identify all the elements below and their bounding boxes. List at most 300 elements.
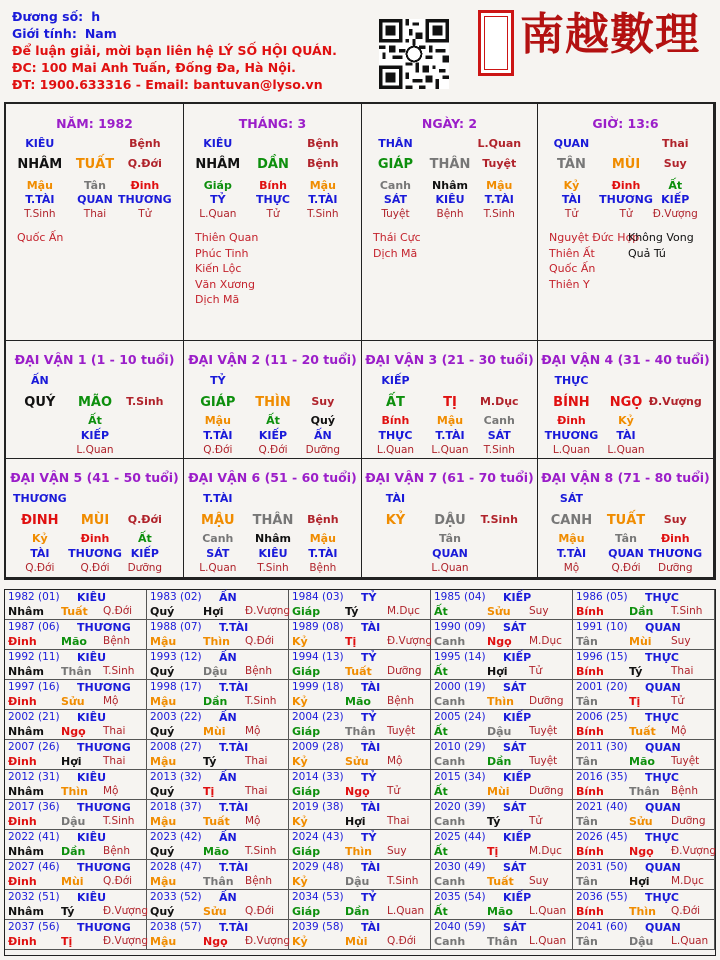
year-ten-god: THỰC <box>645 711 679 724</box>
year-ten-god: KIÊU <box>77 831 107 844</box>
year-ten-god: KIÊU <box>77 591 107 604</box>
year-stem: Kỷ <box>292 935 308 948</box>
year-stage: Q.Đới <box>245 635 275 647</box>
year-label: 1990 (09) <box>434 621 486 633</box>
year-branch: Mão <box>61 635 87 648</box>
year-cell <box>147 920 289 950</box>
year-ten-god: KIẾP <box>503 591 532 604</box>
dai-van-branch: MÙI <box>80 513 110 528</box>
year-cell <box>5 800 147 830</box>
year-cell <box>5 650 147 680</box>
year-label: 2000 (19) <box>434 681 486 693</box>
year-stem: Ất <box>434 905 448 918</box>
year-stage: M.Dục <box>671 875 704 887</box>
year-ten-god: SÁT <box>503 801 527 814</box>
year-stem: Nhâm <box>8 605 44 618</box>
dai-van-stem: ẤT <box>385 395 405 410</box>
pillar-cell <box>184 104 362 341</box>
year-cell <box>289 680 431 710</box>
seal-stamp <box>478 10 514 76</box>
year-stem: Canh <box>434 695 466 708</box>
year-stage: T.Sinh <box>387 875 419 887</box>
hidden-stem: Mậu <box>486 179 513 192</box>
contact-invite: Để luận giải, mời bạn liên hệ LÝ SỐ HỘI QUÁN. <box>12 43 337 58</box>
special-star: Thiên Y <box>549 277 590 291</box>
year-stage: Thai <box>245 785 268 797</box>
year-cell <box>289 800 431 830</box>
year-cell <box>147 680 289 710</box>
dai-van-hidden-stem: Mậu <box>309 532 336 545</box>
pillar-title: THÁNG: 3 <box>238 116 307 131</box>
dai-van-branch: TUẤT <box>606 513 646 528</box>
dai-van-ten-god: THƯƠNG <box>12 492 67 505</box>
year-stem: Quý <box>150 725 175 738</box>
year-stage: Bệnh <box>245 665 272 677</box>
hidden-stem: Đinh <box>611 179 641 192</box>
year-branch: Mão <box>487 905 513 918</box>
year-cell <box>573 890 715 920</box>
dai-van-ten-god: THỰC <box>554 374 589 387</box>
year-stage: Q.Đới <box>245 905 275 917</box>
year-ten-god: TÀI <box>361 681 381 694</box>
pillar-ten-god: KIÊU <box>203 137 233 150</box>
year-stage: Q.Đới <box>103 875 133 887</box>
year-cell <box>573 920 715 950</box>
year-branch: Tị <box>61 935 73 948</box>
year-label: 2004 (23) <box>292 711 344 723</box>
hidden-ten-god: KIẾP <box>661 193 690 206</box>
dai-van-stem: CANH <box>550 513 593 528</box>
year-stem: Mậu <box>150 755 177 768</box>
year-branch: Thân <box>61 665 92 678</box>
year-label: 2041 (60) <box>576 921 628 933</box>
heavenly-stem: NHÂM <box>195 157 241 172</box>
pillar-ten-god: KIÊU <box>25 137 55 150</box>
dai-van-stem: GIÁP <box>200 395 236 410</box>
year-branch: Tị <box>629 695 641 708</box>
dai-van-ten-god: KIẾP <box>381 374 410 387</box>
year-stem: Tân <box>576 635 598 648</box>
year-ten-god: THƯƠNG <box>77 921 131 934</box>
year-ten-god: THỰC <box>645 651 679 664</box>
year-stage: Mộ <box>245 725 261 737</box>
dai-van-life-stage: L.Quan <box>199 562 237 574</box>
year-ten-god: ẤN <box>219 771 237 784</box>
year-label: 2039 (58) <box>292 921 344 933</box>
dai-van-stem: MẬU <box>201 513 235 528</box>
year-cell <box>289 890 431 920</box>
year-cell <box>289 650 431 680</box>
year-branch: Mùi <box>61 875 84 888</box>
year-stem: Mậu <box>150 935 177 948</box>
pillar-cell <box>538 104 714 341</box>
year-cell <box>147 650 289 680</box>
year-stage: Tuyệt <box>671 755 700 767</box>
year-label: 2028 (47) <box>150 861 202 873</box>
dai-van-title: ĐẠI VẬN 7 (61 - 70 tuổi) <box>365 470 534 485</box>
year-stem: Nhâm <box>8 785 44 798</box>
hidden-ten-god: T.TÀI <box>484 193 514 206</box>
dai-van-cell <box>6 341 184 459</box>
hidden-ten-god: KIÊU <box>435 193 465 206</box>
dai-van-hidden-stem: Mậu <box>558 532 585 545</box>
year-stem: Đinh <box>8 875 37 888</box>
earthly-branch: TUẤT <box>75 157 115 172</box>
year-label: 2009 (28) <box>292 741 344 753</box>
year-branch: Thìn <box>487 695 514 708</box>
year-ten-god: TỶ <box>361 831 377 844</box>
year-ten-god: KIẾP <box>503 651 532 664</box>
year-cell <box>431 620 573 650</box>
year-stage: L.Quan <box>529 905 567 917</box>
year-branch: Tý <box>487 815 501 828</box>
year-stage: L.Quan <box>529 935 567 947</box>
year-label: 2022 (41) <box>8 831 60 843</box>
pillar-title: NĂM: 1982 <box>56 116 133 131</box>
year-stem: Bính <box>576 605 604 618</box>
year-cell <box>431 890 573 920</box>
year-stage: Đ.Vượng <box>245 605 291 617</box>
year-cell <box>147 860 289 890</box>
year-stage: Tuyệt <box>529 725 558 737</box>
year-stage: Bệnh <box>671 785 698 797</box>
year-ten-god: QUAN <box>645 801 681 814</box>
year-cell <box>431 650 573 680</box>
year-label: 2027 (46) <box>8 861 60 873</box>
year-branch: Tuất <box>203 815 230 828</box>
special-star: Phúc Tinh <box>195 246 249 260</box>
year-cell <box>5 710 147 740</box>
year-stage: Suy <box>387 845 407 857</box>
dai-van-hidden-stem: Ất <box>88 414 102 427</box>
year-branch: Thìn <box>203 635 230 648</box>
year-stage: Dưỡng <box>671 815 706 827</box>
hidden-stem: Giáp <box>203 179 232 192</box>
year-label: 2013 (32) <box>150 771 202 783</box>
pillar-title: GIỜ: 13:6 <box>592 116 659 131</box>
year-ten-god: TÀI <box>361 861 381 874</box>
gender-value: Nam <box>84 26 117 41</box>
earthly-branch: DẦN <box>257 157 289 172</box>
dai-van-hidden-god: T.TÀI <box>435 429 465 442</box>
year-label: 1993 (12) <box>150 651 202 663</box>
year-branch: Mùi <box>345 935 368 948</box>
year-stem: Giáp <box>292 665 321 678</box>
year-cell <box>431 740 573 770</box>
year-label: 2040 (59) <box>434 921 486 933</box>
dai-van-stage: Q.Đới <box>127 513 162 526</box>
year-label: 2026 (45) <box>576 831 628 843</box>
year-label: 1994 (13) <box>292 651 344 663</box>
year-branch: Tuất <box>487 875 514 888</box>
year-cell <box>147 770 289 800</box>
dai-van-cell <box>6 459 184 578</box>
year-stem: Bính <box>576 665 604 678</box>
dai-van-branch: THÂN <box>252 513 294 528</box>
year-cell <box>573 650 715 680</box>
year-label: 1999 (18) <box>292 681 344 693</box>
year-ten-god: THƯƠNG <box>77 801 131 814</box>
dai-van-hidden-god: KIẾP <box>258 429 288 442</box>
year-stage: Tuyệt <box>387 725 416 737</box>
dai-van-stem: ĐINH <box>21 513 59 528</box>
year-cell <box>289 710 431 740</box>
year-stem: Bính <box>576 905 604 918</box>
year-stage: Đ.Vượng <box>671 845 717 857</box>
special-stars-list <box>195 230 258 308</box>
year-stem: Ất <box>434 785 448 798</box>
year-label: 1988 (07) <box>150 621 202 633</box>
year-stage: Thai <box>245 755 268 767</box>
year-stage: Đ.Vượng <box>103 935 149 947</box>
year-stage: T.Sinh <box>245 845 277 857</box>
dai-van-ten-god: TÀI <box>385 492 406 505</box>
year-branch: Ngọ <box>61 725 86 738</box>
year-stem: Bính <box>576 845 604 858</box>
year-stem: Ất <box>434 605 448 618</box>
year-branch: Hợi <box>487 665 508 678</box>
dai-van-cell <box>538 341 714 459</box>
year-label: 1986 (05) <box>576 591 628 603</box>
year-stem: Kỷ <box>292 755 308 768</box>
year-ten-god: KIÊU <box>77 711 107 724</box>
year-ten-god: ẤN <box>219 651 237 664</box>
year-ten-god: THƯƠNG <box>77 681 131 694</box>
year-stem: Canh <box>434 815 466 828</box>
address-line: ĐC: 100 Mai Anh Tuấn, Đống Đa, Hà Nội. <box>12 60 296 75</box>
year-label: 1995 (14) <box>434 651 486 663</box>
pillar-luu: Bệnh <box>307 157 339 170</box>
special-star: Dịch Mã <box>195 293 240 306</box>
hidden-ten-god: TÀI <box>561 193 582 206</box>
year-stem: Kỷ <box>292 815 308 828</box>
earthly-branch: THÂN <box>429 157 471 172</box>
hidden-stem: Canh <box>379 179 412 192</box>
year-cell <box>573 620 715 650</box>
year-ten-god: ẤN <box>219 831 237 844</box>
year-stem: Mậu <box>150 635 177 648</box>
year-label: 2020 (39) <box>434 801 486 813</box>
year-label: 1996 (15) <box>576 651 628 663</box>
year-stem: Ất <box>434 665 448 678</box>
dai-van-life-stage: Dưỡng <box>127 562 163 574</box>
dai-van-hidden-god: KIẾP <box>130 547 159 560</box>
year-label: 2006 (25) <box>576 711 628 723</box>
dai-van-hidden-god: QUAN <box>608 547 644 560</box>
year-ten-god: QUAN <box>645 741 681 754</box>
year-cell <box>431 770 573 800</box>
year-stem: Nhâm <box>8 845 44 858</box>
year-ten-god: ẤN <box>219 711 237 724</box>
year-ten-god: QUAN <box>645 621 681 634</box>
year-branch: Ngọ <box>203 935 228 948</box>
dai-van-ten-god: TỶ <box>210 374 226 387</box>
pillar-title: NGÀY: 2 <box>421 116 478 131</box>
year-label: 2010 (29) <box>434 741 486 753</box>
year-cell <box>5 590 147 620</box>
dai-van-hidden-god: TÀI <box>30 547 50 560</box>
year-stage: Mộ <box>671 725 687 737</box>
year-branch: Thân <box>203 875 234 888</box>
year-stage: Mộ <box>103 785 119 797</box>
dai-van-branch: DẬU <box>434 513 466 528</box>
year-cell <box>147 710 289 740</box>
year-stage: Mộ <box>103 695 119 707</box>
year-ten-god: TÀI <box>361 921 381 934</box>
dai-van-life-stage: Q.Đới <box>80 562 110 574</box>
year-branch: Tị <box>487 845 499 858</box>
dai-van-title: ĐẠI VẬN 6 (51 - 60 tuổi) <box>188 470 357 485</box>
year-cell <box>289 620 431 650</box>
year-cell <box>289 920 431 950</box>
year-cell <box>5 620 147 650</box>
year-stage: Dưỡng <box>387 665 422 677</box>
dai-van-title: ĐẠI VẬN 8 (71 - 80 tuổi) <box>541 470 710 485</box>
year-label: 2016 (35) <box>576 771 628 783</box>
special-star: Thiên Ất <box>549 246 595 260</box>
phone-email-line[interactable]: ĐT: 1900.633316 - Email: bantuvan@lyso.vn <box>12 77 323 92</box>
year-cell <box>5 830 147 860</box>
hidden-stem: Đinh <box>130 179 160 192</box>
year-stem: Giáp <box>292 605 321 618</box>
year-branch: Tuất <box>61 605 88 618</box>
year-stage: Bệnh <box>103 845 130 857</box>
year-ten-god: THỰC <box>645 591 679 604</box>
dai-van-hidden-god: T.TÀI <box>203 429 233 442</box>
year-stage: T.Sinh <box>103 815 135 827</box>
year-branch: Dậu <box>203 665 228 678</box>
special-stars-list-2 <box>628 230 694 261</box>
year-stem: Tân <box>576 755 598 768</box>
special-stars-list <box>17 230 63 246</box>
special-star: Quốc Ấn <box>17 231 64 244</box>
life-stage: Thai <box>83 208 107 220</box>
hidden-ten-god: SÁT <box>383 193 407 206</box>
dai-van-life-stage: T.Sinh <box>483 444 515 456</box>
year-label: 2008 (27) <box>150 741 202 753</box>
gender-label: Giới tính: <box>12 26 77 41</box>
year-label: 2003 (22) <box>150 711 202 723</box>
year-branch: Tý <box>345 605 359 618</box>
dai-van-hidden-stem: Tân <box>615 532 637 545</box>
year-ten-god: SÁT <box>503 861 527 874</box>
dai-van-life-stage: L.Quan <box>376 444 415 456</box>
year-stem: Đinh <box>8 755 37 768</box>
year-ten-god: SÁT <box>503 681 527 694</box>
heavenly-stem: GIÁP <box>377 157 413 172</box>
year-cell <box>573 680 715 710</box>
year-cell <box>573 830 715 860</box>
life-stage: Tử <box>138 208 152 220</box>
year-branch: Thân <box>629 785 660 798</box>
year-ten-god: SÁT <box>503 621 527 634</box>
year-ten-god: KIÊU <box>77 651 107 664</box>
year-branch: Hợi <box>629 875 650 888</box>
dai-van-life-stage: L.Quan <box>552 444 591 456</box>
hidden-ten-god: T.TÀI <box>25 193 55 206</box>
year-ten-god: TỶ <box>361 591 377 604</box>
year-stage: Đ.Vượng <box>245 935 291 947</box>
special-star: Thái Cực <box>373 231 421 244</box>
year-branch: Thân <box>345 725 376 738</box>
year-ten-god: KIẾP <box>503 831 532 844</box>
dai-van-hidden-god: THỰC <box>378 429 413 442</box>
dai-van-stage: Bệnh <box>307 513 339 526</box>
year-label: 2024 (43) <box>292 831 344 843</box>
year-ten-god: KIẾP <box>503 771 532 784</box>
year-label: 1985 (04) <box>434 591 486 603</box>
year-cell <box>431 860 573 890</box>
life-stage: T.Sinh <box>24 208 56 220</box>
year-ten-god: TỶ <box>361 891 377 904</box>
dai-van-hidden-stem: Ất <box>137 532 152 545</box>
special-star: Dịch Mã <box>373 246 418 260</box>
pillar-stage: L.Quan <box>477 137 522 150</box>
year-ten-god: THƯƠNG <box>77 621 131 634</box>
qr-code-icon[interactable] <box>379 19 449 89</box>
year-ten-god: KIẾP <box>503 891 532 904</box>
year-cell <box>147 590 289 620</box>
year-cell <box>5 890 147 920</box>
year-stage: Mộ <box>245 815 261 827</box>
year-branch: Mùi <box>629 635 652 648</box>
dai-van-stage: Suy <box>663 513 687 526</box>
year-branch: Sửu <box>629 815 653 828</box>
year-label: 1998 (17) <box>150 681 202 693</box>
year-stem: Kỷ <box>292 875 308 888</box>
dai-van-life-stage: Dưỡng <box>658 562 693 574</box>
dai-van-hidden-stem: Kỷ <box>618 414 634 427</box>
dai-van-hidden-stem: Mậu <box>204 414 231 427</box>
year-stage: Q.Đới <box>671 905 701 917</box>
dai-van-stage: T.Sinh <box>126 395 164 408</box>
year-cell <box>289 740 431 770</box>
year-ten-god: T.TÀI <box>219 921 249 934</box>
year-stage: L.Quan <box>387 905 425 917</box>
dai-van-ten-god: T.TÀI <box>203 492 233 505</box>
year-cell <box>147 740 289 770</box>
earthly-branch: MÙI <box>611 157 641 172</box>
dai-van-cell <box>184 459 362 578</box>
year-label: 1992 (11) <box>8 651 60 663</box>
owner-line <box>12 8 352 25</box>
year-branch: Dậu <box>345 875 370 888</box>
year-stem: Ất <box>434 725 448 738</box>
pillar-ten-god: THÂN <box>378 137 413 150</box>
dai-van-cell <box>184 341 362 459</box>
dai-van-life-stage: Dưỡng <box>305 444 341 456</box>
year-stem: Bính <box>576 785 604 798</box>
pillar-luu: Suy <box>663 157 687 170</box>
year-label: 2035 (54) <box>434 891 486 903</box>
hidden-ten-god: TỶ <box>210 193 226 206</box>
year-label: 1984 (03) <box>292 591 344 603</box>
pillar-luu: Q.Đới <box>127 157 162 170</box>
dai-van-hidden-stem: Bính <box>381 414 410 427</box>
dai-van-cell <box>538 459 714 578</box>
year-ten-god: T.TÀI <box>219 621 249 634</box>
heavenly-stem: NHÂM <box>17 157 63 172</box>
year-label: 1997 (16) <box>8 681 60 693</box>
year-ten-god: SÁT <box>503 921 527 934</box>
year-stem: Tân <box>576 935 598 948</box>
dai-van-hidden-god: THƯƠNG <box>544 429 599 442</box>
dai-van-hidden-god: QUAN <box>432 547 468 560</box>
pillar-cell <box>6 104 184 341</box>
year-label: 2019 (38) <box>292 801 344 813</box>
year-branch: Dậu <box>629 935 654 948</box>
year-stage: L.Quan <box>671 935 709 947</box>
